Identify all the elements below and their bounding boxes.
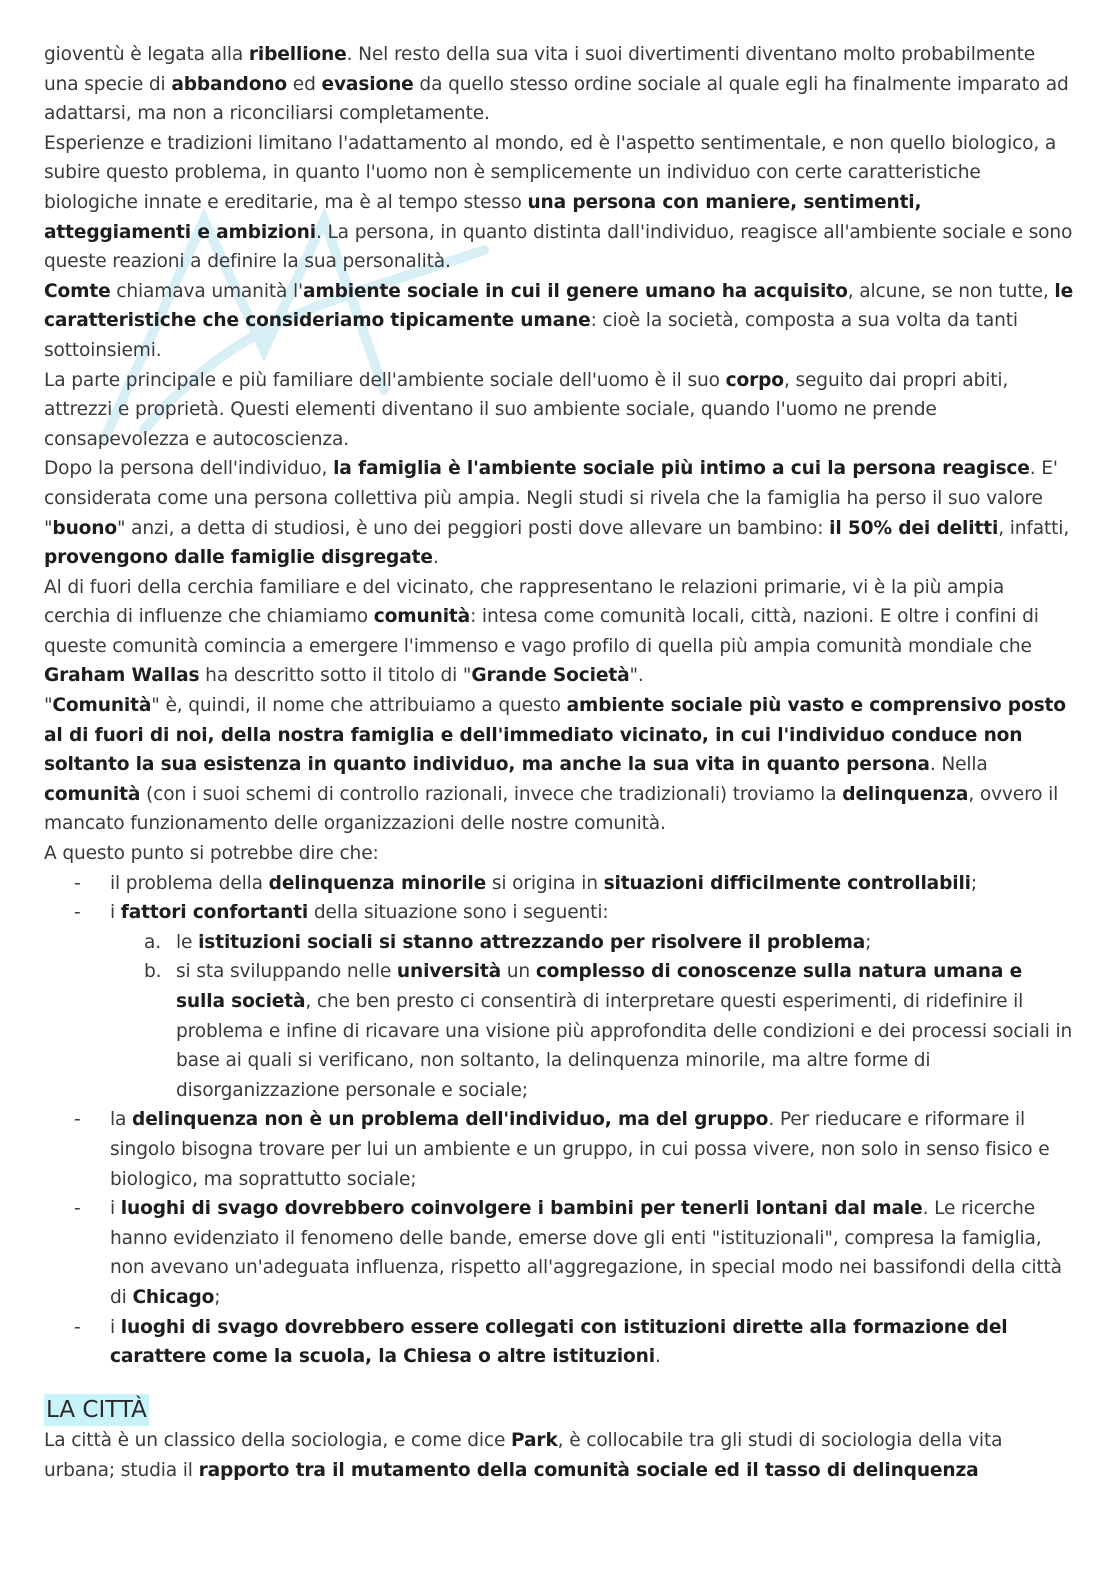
paragraph: Comte chiamava umanità l'ambiente sociale in cui il genere umano ha acquisito, alcune, se non tutte, le caratteristiche che consideriamo tipicamente umane: cioè la società, composta a sua volta da tanti sottoinsiemi. (44, 280, 1074, 361)
sub-list-item: a. le istituzioni sociali si stanno attrezzando per risolvere il problema; (144, 931, 872, 953)
list-item: - i fattori confortanti della situazione sono i seguenti: a. le istituzioni sociali si stanno attrezzando per risolvere il problema; b. si sta sviluppando nelle università un complesso di conoscenze sulla natura umana e sulla società, che ben presto ci consentirà di interpretare questi esperimenti, di ridefinire il problema e infine di ricavare una visione più approfondita delle condizioni e dei processi sociali in base ai quali si verificano, non soltanto, la delinquenza minorile, ma altre forme di disorganizzazione personale e sociale; (44, 898, 1074, 1105)
bullet-list (44, 869, 1074, 1372)
document-body (44, 40, 1074, 1486)
section-heading: LA CITTÀ (44, 1394, 149, 1426)
paragraph: "Comunità" è, quindi, il nome che attribuiamo a questo ambiente sociale più vasto e comprensivo posto al di fuori di noi, della nostra famiglia e dell'immediato vicinato, in cui l'individuo conduce non soltanto la sua esistenza in quanto individuo, ma anche la sua vita in quanto persona. Nella comunità (con i suoi schemi di controllo razionali, invece che tradizionali) troviamo la delinquenza, ovvero il mancato funzionamento delle organizzazioni delle nostre comunità. (44, 695, 1066, 835)
document-page (44, 40, 1074, 1486)
sub-list (110, 928, 1074, 1106)
list-item: - il problema della delinquenza minorile si origina in situazioni difficilmente controllabili; (44, 869, 1074, 899)
list-item: - la delinquenza non è un problema dell'individuo, ma del gruppo. Per rieducare e riformare il singolo bisogna trovare per lui un ambiente e un gruppo, in cui possa vivere, non solo in senso fisico e biologico, ma soprattutto sociale; (44, 1105, 1074, 1194)
paragraph: Dopo la persona dell'individuo, la famiglia è l'ambiente sociale più intimo a cui la persona reagisce. E' considerata come una persona collettiva più ampia. Negli studi si rivela che la famiglia ha perso il suo valore "buono" anzi, a detta di studiosi, è uno dei peggiori posti dove allevare un bambino: il 50% dei delitti, infatti, provengono dalle famiglie disgregate. (44, 458, 1070, 569)
paragraph: La parte principale e più familiare dell'ambiente sociale dell'uomo è il suo corpo, seguito dai propri abiti, attrezzi e proprietà. Questi elementi diventano il suo ambiente sociale, quando l'uomo ne prende consapevolezza e autocoscienza. (44, 369, 1009, 450)
paragraph: La città è un classico della sociologia, e come dice Park, è collocabile tra gli studi di sociologia della vita urbana; studia il rapporto tra il mutamento della comunità sociale ed il tasso di delinquenza (44, 1430, 1003, 1481)
paragraph: A questo punto si potrebbe dire che: (44, 843, 379, 865)
list-item: - i luoghi di svago dovrebbero coinvolgere i bambini per tenerli lontani dal male. Le ricerche hanno evidenziato il fenomeno delle bande, emerse dove gli enti "istituzionali", compresa la famiglia, non avevano un'adeguata influenza, rispetto all'aggregazione, in special modo nei bassifondi della città di Chicago; (44, 1194, 1074, 1312)
list-item: - i luoghi di svago dovrebbero essere collegati con istituzioni dirette alla formazione del carattere come la scuola, la Chiesa o altre istituzioni. (44, 1313, 1074, 1372)
paragraph: Al di fuori della cerchia familiare e del vicinato, che rappresentano le relazioni primarie, vi è la più ampia cerchia di influenze che chiamiamo comunità: intesa come comunità locali, città, nazioni. E oltre i confini di queste comunità comincia a emergere l'immenso e vago profilo di quella più ampia comunità mondiale che Graham Wallas ha descritto sotto il titolo di "Grande Società". (44, 576, 1039, 687)
paragraph: Esperienze e tradizioni limitano l'adattamento al mondo, ed è l'aspetto sentimentale, e non quello biologico, a subire questo problema, in quanto l'uomo non è semplicemente un individuo con certe caratteristiche biologiche innate e ereditarie, ma è al tempo stesso una persona con maniere, sentimenti, atteggiamenti e ambizioni. La persona, in quanto distinta dall'individuo, reagisce all'ambiente sociale e sono queste reazioni a definire la sua personalità. (44, 132, 1073, 273)
paragraph: gioventù è legata alla ribellione. Nel resto della sua vita i suoi divertimenti diventano molto probabilmente una specie di abbandono ed evasione da quello stesso ordine sociale al quale egli ha finalmente imparato ad adattarsi, ma non a riconciliarsi completamente. (44, 44, 1069, 125)
sub-list-item: b. si sta sviluppando nelle università un complesso di conoscenze sulla natura umana e sulla società, che ben presto ci consentirà di interpretare questi esperimenti, di ridefinire il problema e infine di ricavare una visione più approfondita delle condizioni e dei processi sociali in base ai quali si verificano, non soltanto, la delinquenza minorile, ma altre forme di disorganizzazione personale e sociale; (144, 961, 1073, 1101)
